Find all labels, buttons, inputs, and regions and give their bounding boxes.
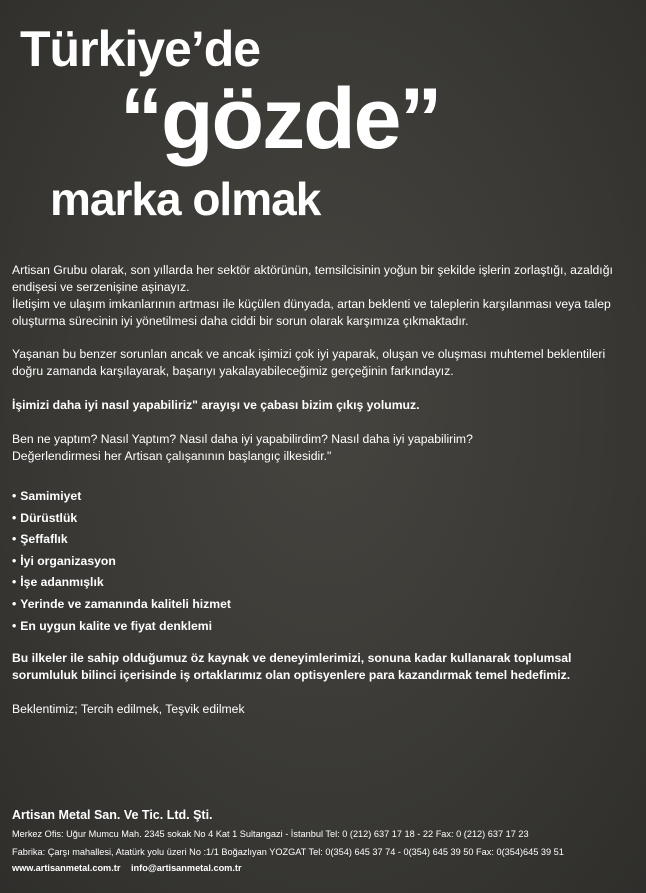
headline-line-1: Türkiye’de	[20, 21, 261, 77]
intro-section	[12, 262, 634, 330]
headline-line-3: marka olmak	[50, 173, 321, 225]
similar-problems-paragraph	[12, 346, 634, 380]
bullet-marker: •	[12, 532, 17, 547]
bullet-marker: •	[12, 596, 17, 611]
factory-address: Fabrika: Çarşı mahallesi, Atatürk yolu üzeri No :1/1 Boğazlıyan YOZGAT Tel: 0(354) 645 37 74 - 0(354) 645 39 50 Fax: 0(354)645 39 51	[12, 847, 564, 857]
questions-line-2: Değerlendirmesi her Artisan çalışanının başlangıç ilkesidir."	[12, 449, 332, 463]
questions-section	[12, 431, 634, 465]
questions-line-1: Ben ne yaptım? Nasıl Yaptım? Nasıl daha iyi yapabilirdim? Nasıl daha iyi yapabilirim?	[12, 432, 473, 446]
bullet-marker: •	[12, 510, 17, 525]
values-list	[12, 486, 231, 637]
headline-line-2: “gözde”	[120, 71, 441, 167]
list-item	[12, 529, 231, 551]
bullet-marker: •	[12, 553, 17, 568]
key-question-paragraph	[12, 397, 634, 414]
value-label: Yerinde ve zamanında kaliteli hizmet	[20, 596, 231, 611]
bullet-marker: •	[12, 489, 17, 503]
expectation-paragraph	[12, 701, 634, 718]
contact-links	[12, 863, 642, 873]
intro-paragraph-2: İletişim ve ulaşım imkanlarının artması ile küçülen dünyada, artan beklenti ve taleplerin karşılanması veya talep oluşturma sürecinin iyi yönetilmesi daha ciddi bir sorun olarak karşımıza çıkmaktadır.	[12, 297, 611, 328]
company-name: Artisan Metal San. Ve Tic. Ltd. Şti.	[12, 808, 213, 822]
value-label: En uygun kalite ve fiyat denklemi	[20, 618, 212, 633]
list-item	[12, 486, 231, 508]
website-link[interactable]: www.artisanmetal.com.tr	[12, 863, 121, 873]
bullet-marker: •	[12, 575, 17, 590]
value-label: Samimiyet	[20, 489, 82, 503]
intro-paragraph-1: Artisan Grubu olarak, son yıllarda her sektör aktörünün, temsilcisinin yoğun bir şekilde işlerin zorlaştığı, azaldığı endişesi ve serzenişine aşinayız.	[12, 263, 613, 294]
list-item	[12, 572, 231, 594]
similar-problems-text: Yaşanan bu benzer sorunlan ancak ve ancak işimizi çok iyi yaparak, oluşan ve oluşması muhtemel beklentileri doğru zamanda karşılayarak, başarıyı yakalayabileceğimiz gerçeğinin farkındayız.	[12, 347, 606, 378]
email-link[interactable]: info@artisanmetal.com.tr	[130, 863, 242, 873]
principles-summary-paragraph	[12, 650, 634, 684]
list-item	[12, 508, 231, 530]
key-question-text: İşimizi daha iyi nasıl yapabiliriz" arayışı ve çabası bizim çıkış yolumuz.	[12, 398, 420, 412]
bullet-marker: •	[12, 618, 17, 633]
list-item	[12, 616, 231, 638]
principles-summary-text: Bu ilkeler ile sahip olduğumuz öz kaynak ve deneyimlerimizi, sonuna kadar kullanarak toplumsal sorumluluk bilinci içerisinde iş ortaklarımız olan optisyenlere para kazandırmak temel hedefimiz.	[12, 651, 572, 682]
head-office-address: Merkez Ofis: Uğur Mumcu Mah. 2345 sokak No 4 Kat 1 Sultangazi - İstanbul Tel: 0 (212) 637 17 18 - 22 Fax: 0 (212) 637 17 23	[12, 829, 529, 839]
value-label: Dürüstlük	[20, 510, 78, 525]
value-label: Şeffaflık	[20, 532, 68, 547]
list-item	[12, 594, 231, 616]
list-item	[12, 551, 231, 573]
value-label: İyi organizasyon	[20, 553, 116, 568]
value-label: İşe adanmışlık	[20, 575, 104, 590]
expectation-text: Beklentimiz; Tercih edilmek, Teşvik edilmek	[12, 702, 245, 716]
